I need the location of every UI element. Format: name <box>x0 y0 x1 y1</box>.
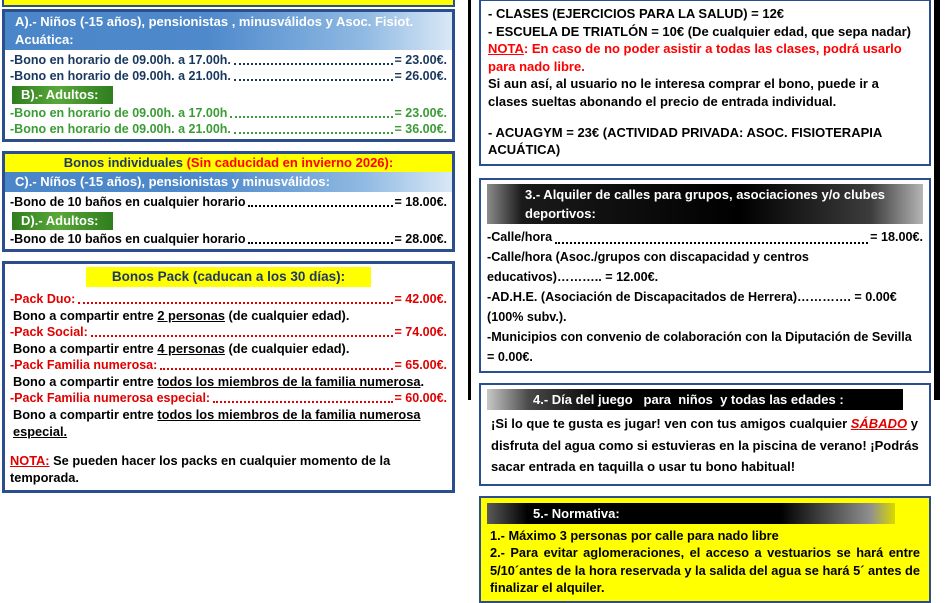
pack-desc-underlined: 4 personas <box>157 341 225 356</box>
dotted-leader <box>213 401 392 403</box>
pack-price: = 74.00€. <box>394 325 447 339</box>
price-row <box>10 52 447 68</box>
alquiler-line: -Municipios con convenio de colaboración con la Diputación de Sevilla = 0.00€. <box>487 330 923 364</box>
pack-price-row <box>10 291 447 307</box>
box-clases <box>479 0 931 166</box>
column-divider-line <box>468 0 471 400</box>
price-row-label: -Bono en horario de 09.00h. a 21.00h. <box>10 122 231 136</box>
pack-description <box>10 340 447 357</box>
alquiler-line: -AD.H.E. (Asociación de Discapacitados de Herrera)…………. = 0.00€ (100% subv.). <box>487 290 897 324</box>
header-ninos-individuales: C).- Níños (-15 años), pensionistas y minusválidos: <box>5 172 452 192</box>
price-row <box>487 227 923 247</box>
pack-name: -Pack Familia numerosa: <box>10 358 158 372</box>
price-row <box>10 121 447 137</box>
price-row-value: = 18.00€. <box>870 230 923 244</box>
clipped-top-header <box>2 0 455 7</box>
pack-item <box>10 357 447 390</box>
dotted-leader <box>555 242 868 244</box>
header-bonos-individuales <box>5 154 452 172</box>
price-row-label: -Bono en horario de 09.00h. a 17.00h. <box>10 53 231 67</box>
price-row-value: = 28.00€. <box>394 232 447 246</box>
header-alquiler-calles: 3.- Alquiler de calles para grupos, asociaciones y/o clubes deportivos: <box>487 184 923 224</box>
box-bonos-temporada <box>2 9 455 142</box>
pack-description <box>10 307 447 324</box>
dotted-leader <box>230 116 392 118</box>
dotted-leader <box>248 205 392 207</box>
clases-nota <box>488 40 922 75</box>
acuagym-line: - ACUAGYM = 23€ (ACTIVIDAD PRIVADA: ASOC. FISIOTERAPIA ACUÁTICA) <box>488 125 882 157</box>
header-dia-del-juego: 4.- Día del juego para niños y todas las edades : <box>487 389 903 410</box>
pack-item <box>10 324 447 357</box>
clases-nota-label: NOTA <box>488 41 524 56</box>
header-bonos-pack: Bonos Pack (caducan a los 30 días): <box>86 267 371 287</box>
pack-item <box>10 390 447 440</box>
pack-description <box>10 373 447 390</box>
pack-desc-underlined: todos los miembros de la familia numerosa especial. <box>13 407 421 439</box>
pack-description <box>10 406 447 440</box>
pack-price: = 42.00€. <box>394 292 447 306</box>
pack-list <box>10 291 447 440</box>
price-row-label: -Calle/hora <box>487 230 553 244</box>
adultos-price-list <box>10 105 447 137</box>
dotted-leader <box>234 79 393 81</box>
price-row-value: = 26.00€. <box>394 69 447 83</box>
juego-text-pre: ¡Si lo que te gusta es jugar! ven con tus amigos cualquier <box>491 416 851 431</box>
box-bonos-individuales <box>2 151 455 252</box>
dotted-leader <box>78 302 392 304</box>
bonos-individuales-note: (Sin caducidad en invierno 2026): <box>186 155 394 170</box>
bonos-individuales-title: Bonos individuales <box>63 155 187 170</box>
price-row-value: = 23.00€. <box>394 106 447 120</box>
box-alquiler-calles <box>479 178 931 373</box>
triatlon-line: - ESCUELA DE TRIATLÓN = 10€ (De cualquier edad, que sepa nadar) <box>488 23 911 39</box>
header-normativa: 5.- Normativa: <box>487 503 895 524</box>
clases-line: - CLASES (EJERCICIOS PARA LA SALUD) = 12€ <box>488 6 785 21</box>
dotted-leader <box>234 63 393 65</box>
price-row-label: -Bono de 10 baños en cualquier horario <box>10 195 246 209</box>
pack-nota-clipped <box>10 452 447 486</box>
dotted-leader <box>234 132 393 134</box>
juego-text-post: y disfruta del agua como si estuvieras en la piscina de verano! ¡Podrás sacar entrada en taquilla o usar tu bono habitual! <box>491 416 919 474</box>
header-adultos-individuales: D).- Adultos: <box>12 212 113 230</box>
price-row-label: -Bono en horario de 09.00h. a 17.00h <box>10 106 228 120</box>
dia-del-juego-text <box>487 413 923 478</box>
box-dia-del-juego <box>479 383 931 486</box>
ninos-price-list <box>10 52 447 84</box>
price-row-value: = 36.00€. <box>394 122 447 136</box>
price-row-value: = 18.00€. <box>394 195 447 209</box>
pack-price: = 60.00€. <box>394 391 447 405</box>
pack-price-row <box>10 357 447 373</box>
pack-desc-pre: Bono a compartir entre <box>13 308 158 323</box>
dotted-leader <box>160 368 392 370</box>
pack-desc-post: . <box>420 374 425 389</box>
juego-sabado: SÁBADO <box>850 416 908 431</box>
dotted-leader <box>248 242 392 244</box>
price-row <box>10 231 447 247</box>
box-normativa <box>479 496 931 603</box>
price-row-value: = 23.00€. <box>394 53 447 67</box>
price-row-label: -Bono en horario de 09.00h. a 21.00h. <box>10 69 231 83</box>
pack-name: -Pack Duo: <box>10 292 76 306</box>
pack-price-row <box>10 390 447 406</box>
pack-name: -Pack Social: <box>10 325 88 339</box>
pack-desc-pre: Bono a compartir entre <box>13 341 158 356</box>
pack-price: = 65.00€. <box>394 358 447 372</box>
clases-nota-text: : En caso de no poder asistir a todas las clases, podrá usarlo para nado libre. <box>488 41 902 74</box>
normativa-rules <box>487 527 923 597</box>
pack-desc-post: (de cualquier edad). <box>224 341 350 356</box>
normativa-rule: 2.- Para evitar aglomeraciones, el acceso a vestuarios se hará entre 5/10´antes de la hora reservada y la salida del agua se hará 5´ antes de finalizar el alquiler. <box>490 545 920 595</box>
price-row <box>10 194 447 210</box>
pack-desc-pre: Bono a compartir entre <box>13 374 158 389</box>
pack-name: -Pack Familia numerosa especial: <box>10 391 211 405</box>
price-row-label: -Bono de 10 baños en cualquier horario <box>10 232 246 246</box>
alquiler-line: -Calle/hora (Asoc./grupos con discapacidad y centros educativos)……….. = 12.00€. <box>487 250 809 284</box>
normativa-rule: 1.- Máximo 3 personas por calle para nado libre <box>490 527 779 543</box>
pack-desc-post: (de cualquier edad). <box>224 308 350 323</box>
pack-desc-pre: Bono a compartir entre <box>13 407 158 422</box>
price-row <box>10 105 447 121</box>
pack-nota-label: NOTA: <box>10 453 50 468</box>
pack-price-row <box>10 324 447 340</box>
pack-desc-underlined: todos los miembros de la familia numerosa <box>157 374 421 389</box>
alquiler-lines <box>487 247 923 367</box>
pack-nota-text: Se pueden hacer los packs en cualquier momento de la temporada. <box>10 453 391 485</box>
page-right-border <box>934 0 940 400</box>
pack-desc-underlined: 2 personas <box>157 308 225 323</box>
box-bonos-pack <box>2 261 455 493</box>
clases-paragraph: Si aun así, al usuario no le interesa comprar el bono, puede ir a clases sueltas abonando el precio de entrada individual. <box>488 76 879 109</box>
pack-item <box>10 291 447 324</box>
clipped-top-header-text <box>4 0 453 4</box>
right-column <box>479 0 931 603</box>
header-ninos-pensionistas: A).- Niños (-15 años), pensionistas , minusválidos y Asoc. Fisiot. Acuática: <box>5 12 452 50</box>
price-row <box>10 68 447 84</box>
left-column <box>2 0 455 502</box>
dotted-leader <box>91 335 393 337</box>
header-adultos: B).- Adultos: <box>12 86 113 104</box>
